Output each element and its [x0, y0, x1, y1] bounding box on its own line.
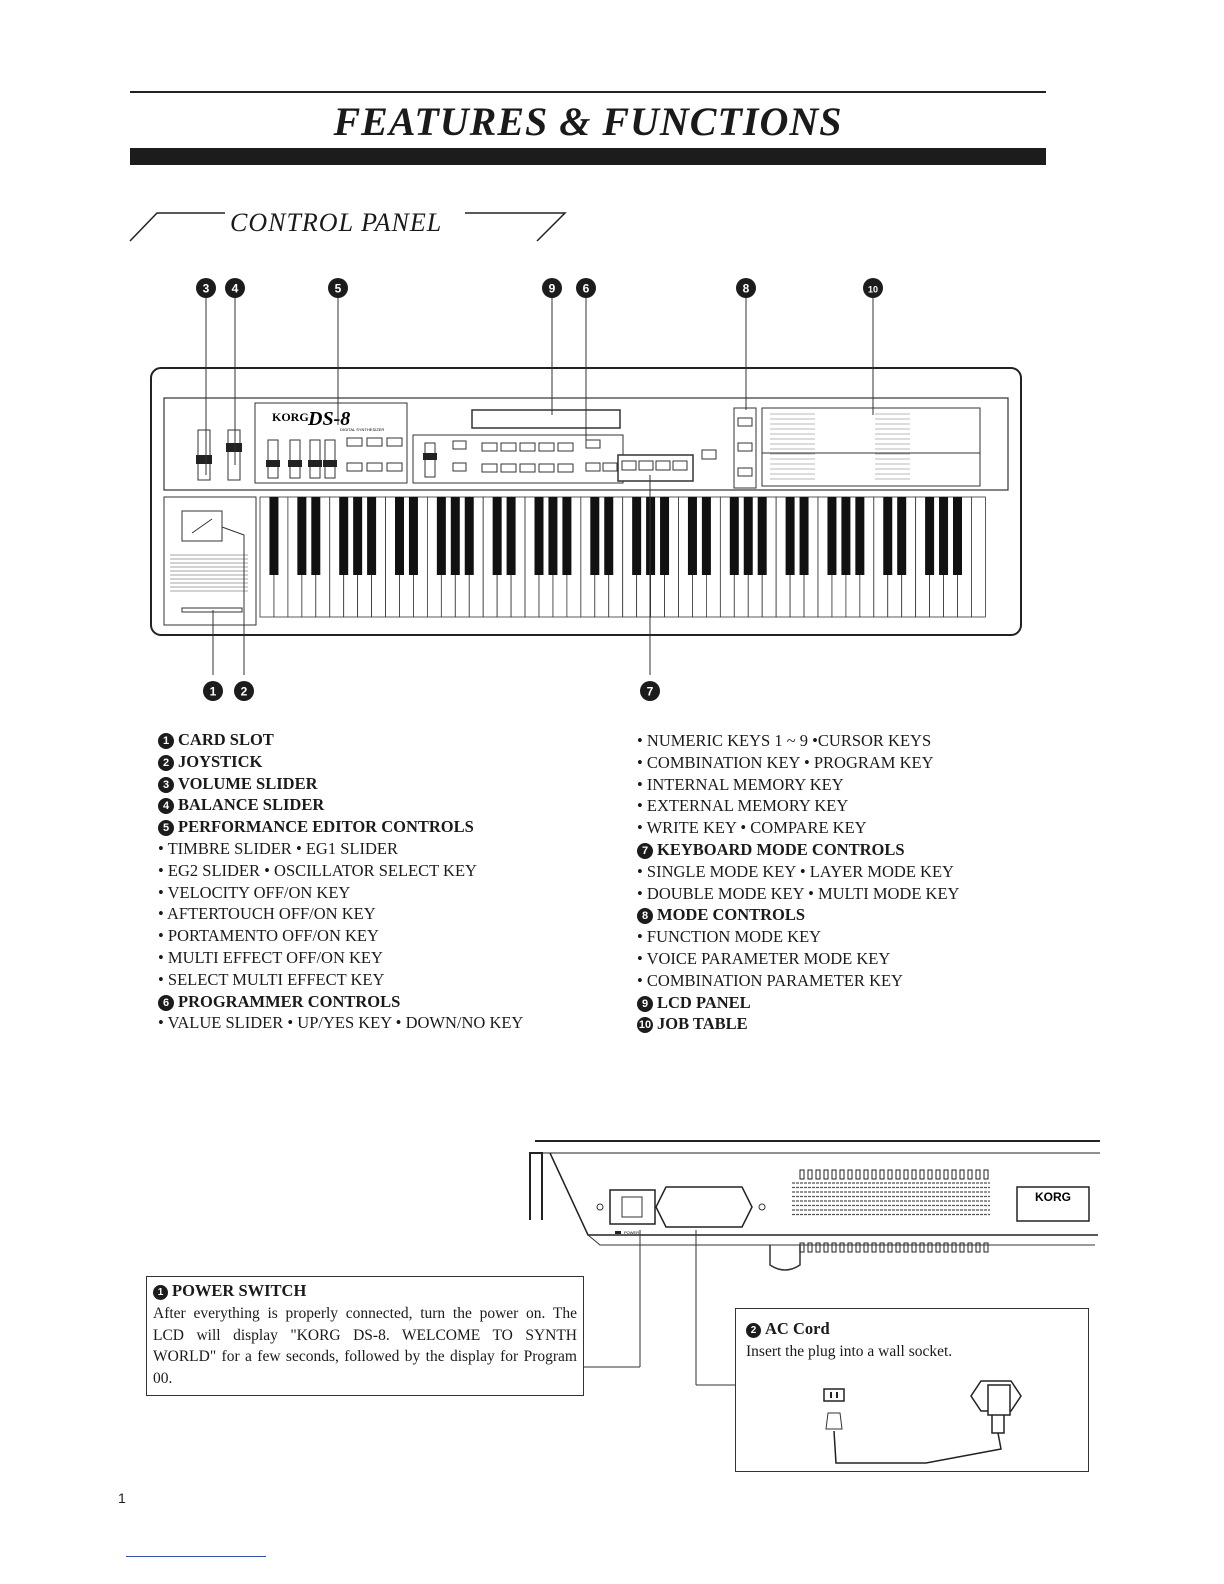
black-key: [855, 497, 864, 575]
vent-slot: [904, 1170, 908, 1179]
vent-slot: [960, 1170, 964, 1179]
model-text: DS-8: [308, 408, 351, 430]
memory-key: [586, 440, 600, 448]
black-key: [758, 497, 767, 575]
numeric-key: [539, 443, 554, 451]
feature-number: 5: [158, 820, 174, 836]
vent-slot: [952, 1243, 956, 1252]
black-key: [660, 497, 669, 575]
feature-text: JOYSTICK: [178, 751, 263, 771]
callout-number: 10: [867, 284, 879, 295]
black-key: [451, 497, 460, 575]
vent-slot: [880, 1243, 884, 1252]
callout-number: 6: [582, 281, 590, 296]
callout-number: 8: [742, 281, 750, 296]
feature-text: • SELECT MULTI EFFECT KEY: [158, 969, 385, 989]
feature-text: KEYBOARD MODE CONTROLS: [657, 839, 905, 859]
vent-slot: [808, 1170, 812, 1179]
card-slot: [182, 608, 242, 612]
callout-number: 9: [548, 281, 556, 296]
feature-item: [637, 861, 1057, 883]
feature-text: • MULTI EFFECT OFF/ON KEY: [158, 947, 383, 967]
perf-key: [387, 463, 402, 471]
feature-item: [158, 903, 598, 925]
numeric-key: [558, 443, 573, 451]
feature-text: • PORTAMENTO OFF/ON KEY: [158, 926, 379, 946]
power-label: POWER: [624, 1230, 640, 1235]
callout-number: 1: [209, 684, 217, 699]
page-title: FEATURES & FUNCTIONS: [333, 99, 843, 144]
vent-slot: [976, 1243, 980, 1252]
vent-slot: [800, 1170, 804, 1179]
mode-key: [673, 461, 687, 470]
feature-item: [637, 970, 1057, 992]
callout-number: 2: [240, 684, 248, 699]
black-key: [437, 497, 446, 575]
black-key: [339, 497, 348, 575]
feature-number: 9: [637, 996, 653, 1012]
feature-item: [158, 1012, 598, 1034]
perf-key: [387, 438, 402, 446]
perf-key: [347, 438, 362, 446]
feature-heading: [637, 839, 1057, 861]
black-key: [632, 497, 641, 575]
feature-heading: [637, 904, 1057, 926]
title-bar: [130, 148, 1046, 165]
power-switch-body: After everything is properly connected, turn the power on. The LCD will display "KORG DS-8. WELCOME TO SYNTH WORLD" for a few seconds, followed by the display for Program 00.: [153, 1305, 577, 1387]
feature-item: [637, 774, 1057, 796]
numeric-key: [482, 443, 497, 451]
balance-slider: [226, 430, 242, 480]
white-key: [971, 497, 985, 617]
ac-cord-heading: [746, 1319, 830, 1339]
feature-text: BALANCE SLIDER: [178, 795, 325, 815]
power-switch-title: POWER SWITCH: [172, 1281, 307, 1300]
section-title: CONTROL PANEL: [230, 208, 443, 237]
vent-slot: [896, 1170, 900, 1179]
memory-key: [586, 463, 600, 471]
black-key: [604, 497, 613, 575]
black-key: [353, 497, 362, 575]
black-key: [548, 497, 557, 575]
vent-slot: [816, 1170, 820, 1179]
feature-number: 7: [637, 843, 653, 859]
vent-slot: [928, 1243, 932, 1252]
black-key: [535, 497, 544, 575]
perf-key: [367, 463, 382, 471]
vent-slot: [832, 1243, 836, 1252]
vent-slot: [936, 1170, 940, 1179]
black-key: [800, 497, 809, 575]
ac-cord-title: AC Cord: [765, 1319, 830, 1338]
vent-slot: [856, 1243, 860, 1252]
vent-slot: [880, 1170, 884, 1179]
volume-slider: [196, 430, 212, 480]
vent-slot: [928, 1170, 932, 1179]
compare-key: [702, 450, 716, 459]
black-key: [507, 497, 516, 575]
feature-item: [158, 860, 598, 882]
callout-number: 5: [334, 281, 342, 296]
black-key: [702, 497, 711, 575]
synth-diagram: [140, 275, 1040, 705]
brand-text: KORG: [272, 410, 309, 424]
black-key: [395, 497, 404, 575]
vent-slot: [968, 1243, 972, 1252]
feature-item: [637, 926, 1057, 948]
vent-slot: [944, 1243, 948, 1252]
feature-text: JOB TABLE: [657, 1014, 748, 1034]
vent-slot: [840, 1170, 844, 1179]
mode-key: [622, 461, 636, 470]
ac-cord-box: [735, 1308, 1089, 1472]
perf-key: [347, 463, 362, 471]
feature-number: 2: [158, 755, 174, 771]
callout-number: 3: [202, 281, 210, 296]
feature-text: • VALUE SLIDER • UP/YES KEY • DOWN/NO KEY: [158, 1013, 524, 1033]
power-switch-box: [146, 1276, 584, 1396]
callout-number: 7: [646, 684, 654, 699]
black-key: [493, 497, 502, 575]
feature-heading: [637, 1013, 1057, 1035]
vent-slot: [816, 1243, 820, 1252]
numeric-key: [539, 464, 554, 472]
black-key: [465, 497, 474, 575]
feature-heading: [158, 773, 598, 795]
black-key: [786, 497, 795, 575]
black-key: [730, 497, 739, 575]
power-switch-num: 1: [153, 1285, 168, 1300]
feature-heading: [158, 729, 598, 751]
top-rule: [130, 91, 1046, 93]
numeric-key: [558, 464, 573, 472]
feature-text: • INTERNAL MEMORY KEY: [637, 774, 844, 794]
black-key: [883, 497, 892, 575]
vent-slot: [920, 1243, 924, 1252]
numeric-key: [482, 464, 497, 472]
callout-number: 4: [231, 281, 239, 296]
vent-slot: [984, 1170, 988, 1179]
feature-text: • TIMBRE SLIDER • EG1 SLIDER: [158, 838, 398, 858]
vent-slot: [864, 1243, 868, 1252]
vent-slot: [856, 1170, 860, 1179]
feature-item: [158, 882, 598, 904]
black-key: [311, 497, 320, 575]
black-key: [646, 497, 655, 575]
feature-number: 8: [637, 908, 653, 924]
perf-slider: [310, 440, 320, 478]
wall-socket-icon: [824, 1389, 844, 1401]
black-key: [897, 497, 906, 575]
perf-slider-knob: [323, 460, 337, 467]
black-key: [269, 497, 278, 575]
feature-text: • EG2 SLIDER • OSCILLATOR SELECT KEY: [158, 860, 477, 880]
black-key: [841, 497, 850, 575]
feature-number: 1: [158, 733, 174, 749]
numeric-key: [520, 464, 535, 472]
feature-number: 10: [638, 1019, 652, 1032]
feature-item: [158, 925, 598, 947]
feature-text: • VOICE PARAMETER MODE KEY: [637, 948, 891, 968]
vent-slot: [848, 1170, 852, 1179]
feature-item: [637, 883, 1057, 905]
feature-text: • EXTERNAL MEMORY KEY: [637, 796, 849, 816]
vent-slot: [968, 1170, 972, 1179]
lcd-panel: [472, 410, 620, 428]
subtitle-text: DIGITAL SYNTHESIZER: [340, 427, 385, 432]
vent-slot: [872, 1243, 876, 1252]
feature-text: LCD PANEL: [657, 992, 751, 1012]
rating-brand: KORG: [1035, 1190, 1071, 1204]
black-key: [297, 497, 306, 575]
feature-item: [637, 795, 1057, 817]
feature-text: VOLUME SLIDER: [178, 773, 318, 793]
vent-slot: [952, 1170, 956, 1179]
vent-slot: [888, 1170, 892, 1179]
feature-item: [158, 947, 598, 969]
numeric-key: [520, 443, 535, 451]
footer-rule: [126, 1556, 266, 1557]
feature-heading: [158, 794, 598, 816]
numeric-key: [501, 443, 516, 451]
feature-text: • VELOCITY OFF/ON KEY: [158, 882, 351, 902]
perf-slider: [268, 440, 278, 478]
feature-text: PERFORMANCE EDITOR CONTROLS: [178, 817, 474, 837]
vent-slot: [832, 1170, 836, 1179]
feature-heading: [158, 991, 598, 1013]
vent-slot: [944, 1170, 948, 1179]
black-key: [744, 497, 753, 575]
black-key: [562, 497, 571, 575]
perf-slider-knob: [308, 460, 322, 467]
rear-warning-text: [792, 1170, 990, 1252]
feature-heading: [158, 816, 598, 838]
feature-text: PROGRAMMER CONTROLS: [178, 991, 401, 1011]
vent-slot: [920, 1170, 924, 1179]
black-key: [688, 497, 697, 575]
page-number: 1: [118, 1490, 126, 1506]
feature-text: MODE CONTROLS: [657, 905, 806, 925]
black-key: [939, 497, 948, 575]
vent-slot: [912, 1170, 916, 1179]
vent-slot: [864, 1170, 868, 1179]
ac-cord-num: 2: [746, 1323, 761, 1338]
mode-key: [639, 461, 653, 470]
vent-slot: [984, 1243, 988, 1252]
feature-text: • AFTERTOUCH OFF/ON KEY: [158, 904, 376, 924]
black-key: [590, 497, 599, 575]
vent-slot: [904, 1243, 908, 1252]
feature-text: CARD SLOT: [178, 730, 274, 749]
vent-slot: [896, 1243, 900, 1252]
feature-text: • NUMERIC KEYS 1 ~ 9 •CURSOR KEYS: [637, 731, 932, 750]
vent-slot: [824, 1243, 828, 1252]
feature-text: • SINGLE MODE KEY • LAYER MODE KEY: [637, 861, 954, 881]
power-switch-heading: [153, 1281, 306, 1301]
vent-slot: [808, 1243, 812, 1252]
feature-text: • COMBINATION PARAMETER KEY: [637, 970, 903, 990]
yes-no-key: [453, 441, 466, 449]
feature-text: • COMBINATION KEY • PROGRAM KEY: [637, 752, 934, 772]
vent-slot: [888, 1243, 892, 1252]
value-slider: [423, 443, 437, 477]
black-key: [409, 497, 418, 575]
perf-slider: [325, 440, 335, 478]
feature-item: [637, 817, 1057, 839]
features-left: [158, 729, 598, 1034]
yes-no-key: [453, 463, 466, 471]
perf-slider: [290, 440, 300, 478]
vent-slot: [912, 1243, 916, 1252]
ac-inlet: [656, 1187, 752, 1227]
feature-text: • DOUBLE MODE KEY • MULTI MODE KEY: [637, 883, 960, 903]
black-key: [367, 497, 376, 575]
feature-heading: [158, 751, 598, 773]
perf-slider-knob: [288, 460, 302, 467]
plug-icon: [826, 1413, 842, 1429]
mode-key: [656, 461, 670, 470]
feature-text: • FUNCTION MODE KEY: [637, 927, 822, 947]
feature-number: 3: [158, 777, 174, 793]
numeric-key: [501, 464, 516, 472]
vent-slot: [824, 1170, 828, 1179]
black-key: [827, 497, 836, 575]
feature-text: • WRITE KEY • COMPARE KEY: [637, 818, 867, 838]
feature-item: [158, 969, 598, 991]
feature-item: [637, 730, 1057, 752]
vent-slot: [848, 1243, 852, 1252]
feature-number: 4: [158, 798, 174, 814]
feature-item: [637, 752, 1057, 774]
feature-number: 6: [158, 995, 174, 1011]
features-right: [637, 730, 1057, 1035]
vent-slot: [840, 1243, 844, 1252]
vent-slot: [976, 1170, 980, 1179]
feature-heading: [637, 992, 1057, 1014]
feature-item: [637, 948, 1057, 970]
feature-item: [158, 838, 598, 860]
perf-slider-knob: [266, 460, 280, 467]
memory-key: [603, 463, 617, 471]
black-key: [953, 497, 962, 575]
plug-illustration: [806, 1371, 1076, 1466]
perf-key: [367, 438, 382, 446]
vent-slot: [872, 1170, 876, 1179]
vent-slot: [960, 1243, 964, 1252]
ac-cord-body: Insert the plug into a wall socket.: [746, 1343, 953, 1360]
vent-slot: [936, 1243, 940, 1252]
black-key: [925, 497, 934, 575]
